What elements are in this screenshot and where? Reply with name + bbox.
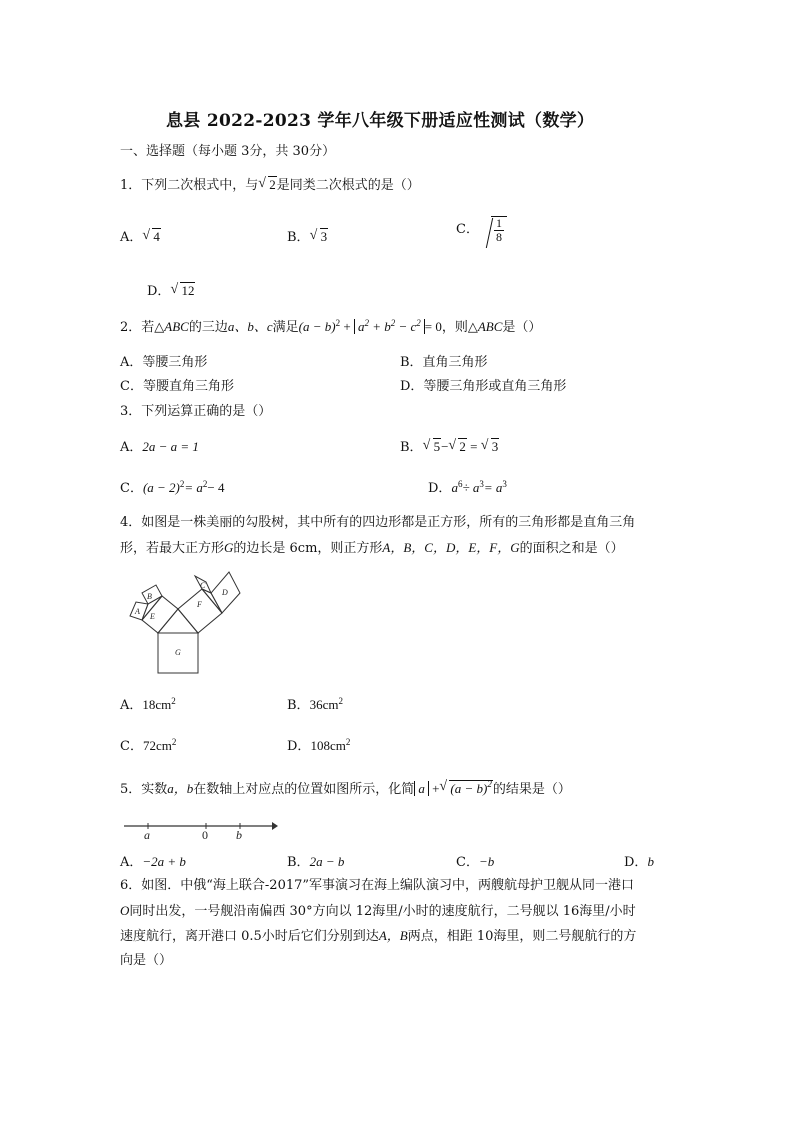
label-g: G bbox=[175, 648, 181, 657]
triangle-g bbox=[158, 609, 198, 633]
question-6-line1: 6．如图．中俄“海上联合-2017”军事演习在海上编队演习中，两艘航母护卫舰从同一港口 bbox=[120, 878, 635, 893]
q2-option-d[interactable]: D．等腰三角形或直角三角形 bbox=[400, 379, 567, 394]
axis-label-b: b bbox=[236, 828, 242, 842]
q1-option-c[interactable]: C． $\frac{1}{8}$ bbox=[456, 216, 507, 244]
q2-option-a[interactable]: A．等腰三角形 bbox=[120, 355, 208, 370]
question-3-stem: 3．下列运算正确的是（） bbox=[120, 404, 272, 419]
axis-label-zero: 0 bbox=[202, 828, 208, 842]
q4-option-d[interactable]: D．$108cm^2$ bbox=[287, 737, 351, 754]
q4-option-a[interactable]: A．$18cm^2$ bbox=[120, 696, 176, 713]
q1-option-a[interactable]: A．√ 4 bbox=[120, 228, 161, 247]
q3-option-d[interactable]: D．$a^6\div a^3= a^3$ bbox=[428, 479, 507, 496]
label-e: E bbox=[150, 612, 155, 621]
q3-option-b[interactable]: B．√ 5−√ 2 = √ 3 bbox=[400, 438, 499, 457]
q5-option-a[interactable]: A．−2a + b bbox=[120, 854, 186, 870]
question-6-line3: 速度航行，离开港口 0.5小时后它们分别到达A，B两点，相距 10海里，则二号舰航行的方 bbox=[120, 928, 637, 944]
q5-option-c[interactable]: C．−b bbox=[456, 854, 495, 870]
square-e bbox=[142, 596, 178, 633]
q2-option-c[interactable]: C．等腰直角三角形 bbox=[120, 379, 234, 394]
label-c: C bbox=[200, 581, 206, 590]
square-b bbox=[142, 585, 162, 604]
q3-option-c[interactable]: C．$(a - 2)^2= a^2- 4$ bbox=[120, 479, 225, 496]
section-heading: 一、选择题（每小题 3分，共 30分） bbox=[120, 144, 336, 159]
question-4-line1: 4．如图是一株美丽的勾股树，其中所有的四边形都是正方形，所有的三角形都是直角三角 bbox=[120, 515, 636, 530]
label-d: D bbox=[222, 588, 228, 597]
question-2-stem: 2．若△ABC的三边a、b、c满足$(a - b)^2 + a^2 + b^2 - c^2 = 0$，则△ABC是（） bbox=[120, 318, 542, 335]
question-6-line2: O同时出发，一号舰沿南偏西 30°方向以 12海里/小时的速度航行，二号舰以 16海里/小时 bbox=[120, 903, 636, 919]
question-1-stem: 1．下列二次根式中，与√ 2是同类二次根式的是（） bbox=[120, 176, 420, 195]
q4-option-b[interactable]: B．$36cm^2$ bbox=[287, 696, 343, 713]
axis-label-a: a bbox=[144, 828, 150, 842]
question-6-line4: 向是（） bbox=[120, 953, 173, 968]
q1-option-d[interactable]: D．√ 12 bbox=[147, 282, 195, 301]
label-b: B bbox=[147, 592, 152, 601]
q5-option-d[interactable]: D．b bbox=[624, 854, 654, 870]
label-f: F bbox=[197, 600, 202, 609]
q5-option-b[interactable]: B．2a − b bbox=[287, 854, 345, 870]
question-5-stem: 5．实数a，b在数轴上对应点的位置如图所示，化简 a +√ $(a - b)^2$的结果是（） bbox=[120, 779, 571, 799]
q1-option-b[interactable]: B．√ 3 bbox=[287, 228, 328, 247]
square-f bbox=[178, 589, 222, 633]
question-4-line2: 形，若最大正方形G的边长是 6cm，则正方形A，B，C，D，E，F，G的面积之和是（） bbox=[120, 540, 624, 556]
page-title: 息县 2022-2023 学年八年级下册适应性测试（数学） bbox=[166, 111, 595, 131]
q2-option-b[interactable]: B．直角三角形 bbox=[400, 355, 488, 370]
label-a: A bbox=[135, 607, 140, 616]
q3-option-a[interactable]: A．2a − a = 1 bbox=[120, 439, 199, 455]
number-line bbox=[120, 816, 280, 842]
pythagoras-tree-figure bbox=[118, 562, 248, 680]
q4-option-c[interactable]: C．$72cm^2$ bbox=[120, 737, 177, 754]
